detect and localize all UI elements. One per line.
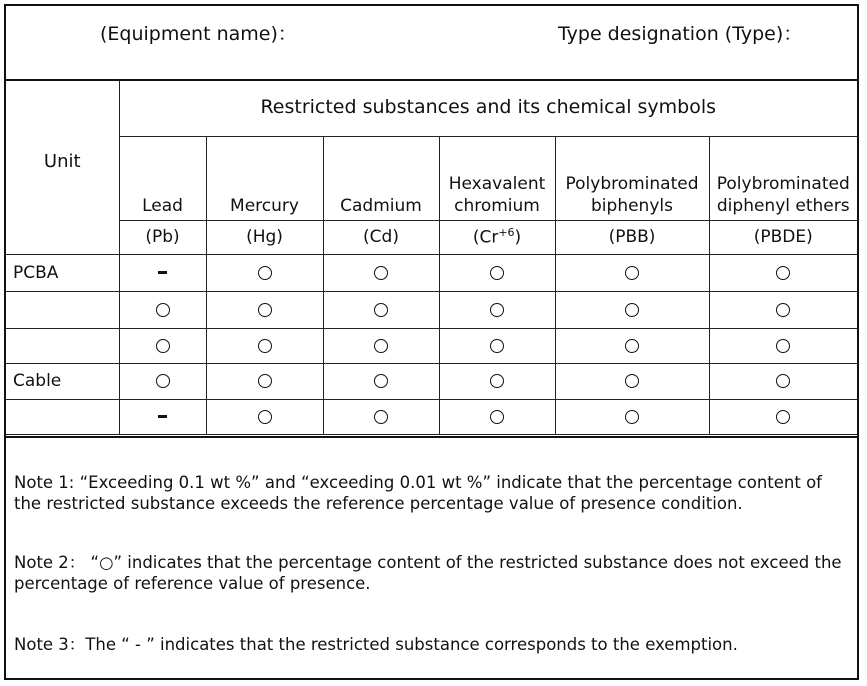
compliant-circle-mark xyxy=(258,303,272,317)
compliant-circle-mark xyxy=(374,266,388,280)
symbol-cadmium: (Cd) xyxy=(323,220,439,254)
note-2: Note 2： “○” indicates that the percentage content of the restricted substance does not exceed the percentage of reference value of presence. xyxy=(14,553,842,593)
symbol-chromium-suffix: ) xyxy=(514,227,522,248)
substance-table xyxy=(6,79,857,435)
compliant-circle-mark xyxy=(776,410,790,424)
mark-cell xyxy=(323,363,439,399)
table-row xyxy=(6,254,857,291)
mark-cell xyxy=(323,254,439,291)
unit-rows xyxy=(6,254,857,434)
compliant-circle-mark xyxy=(776,339,790,353)
compliant-circle-mark xyxy=(258,410,272,424)
mark-cell xyxy=(439,254,555,291)
table-row xyxy=(6,399,857,434)
unit-cell xyxy=(6,291,119,328)
notes-section xyxy=(6,436,857,678)
compliant-circle-mark xyxy=(374,339,388,353)
mark-cell xyxy=(206,254,323,291)
unit-cell xyxy=(6,399,119,434)
mark-cell xyxy=(119,328,206,363)
symbol-chromium xyxy=(439,220,555,254)
mark-cell xyxy=(206,399,323,434)
mark-cell xyxy=(119,363,206,399)
mark-cell xyxy=(709,254,857,291)
mark-cell xyxy=(323,399,439,434)
compliant-circle-mark xyxy=(156,374,170,388)
compliant-circle-mark xyxy=(776,374,790,388)
substance-name-lead: Lead xyxy=(119,136,206,220)
restricted-substances-title: Restricted substances and its chemical symbols xyxy=(119,79,857,136)
mark-cell xyxy=(439,363,555,399)
note-1: Note 1: “Exceeding 0.1 wt %” and “exceeding 0.01 wt %” indicate that the percentage content of the restricted substance exceeds the reference percentage value of presence condition. xyxy=(14,473,822,513)
mark-cell xyxy=(119,254,206,291)
compliant-circle-mark xyxy=(374,303,388,317)
mark-cell xyxy=(323,291,439,328)
compliant-circle-mark xyxy=(776,303,790,317)
compliant-circle-mark xyxy=(156,303,170,317)
symbol-lead: (Pb) xyxy=(119,220,206,254)
mark-cell xyxy=(323,328,439,363)
compliant-circle-mark xyxy=(625,339,639,353)
table-row xyxy=(6,363,857,399)
mark-cell xyxy=(206,328,323,363)
unit-cell: PCBA xyxy=(6,254,119,291)
mark-cell xyxy=(555,363,709,399)
mark-cell xyxy=(709,291,857,328)
compliant-circle-mark xyxy=(490,303,504,317)
table-row xyxy=(6,291,857,328)
compliant-circle-mark xyxy=(258,374,272,388)
substance-name-pbb: Polybrominated biphenyls xyxy=(555,136,709,220)
symbol-mercury: (Hg) xyxy=(206,220,323,254)
mark-cell xyxy=(119,399,206,434)
compliant-circle-mark xyxy=(625,374,639,388)
mark-cell xyxy=(439,399,555,434)
note-3: Note 3：The “ - ” indicates that the restricted substance corresponds to the exemption. xyxy=(14,635,738,654)
mark-cell xyxy=(709,399,857,434)
symbol-pbde: (PBDE) xyxy=(709,220,857,254)
compliant-circle-mark xyxy=(258,339,272,353)
mark-cell xyxy=(709,328,857,363)
mark-cell xyxy=(206,291,323,328)
unit-cell: Cable xyxy=(6,363,119,399)
compliant-circle-mark xyxy=(490,266,504,280)
mark-cell xyxy=(206,363,323,399)
compliant-circle-mark xyxy=(258,266,272,280)
exemption-dash-mark xyxy=(158,271,167,274)
form-header xyxy=(6,6,857,81)
compliant-circle-mark xyxy=(625,303,639,317)
compliant-circle-mark xyxy=(625,410,639,424)
mark-cell xyxy=(439,291,555,328)
equipment-name-label: (Equipment name)： xyxy=(100,23,297,45)
substance-name-cadmium: Cadmium xyxy=(323,136,439,220)
compliant-circle-mark xyxy=(490,374,504,388)
compliant-circle-mark xyxy=(490,339,504,353)
mark-cell xyxy=(555,399,709,434)
exemption-dash-mark xyxy=(158,415,167,418)
mark-cell xyxy=(119,291,206,328)
unit-cell xyxy=(6,328,119,363)
substance-name-mercury: Mercury xyxy=(206,136,323,220)
symbol-pbb: (PBB) xyxy=(555,220,709,254)
compliant-circle-mark xyxy=(776,266,790,280)
mark-cell xyxy=(555,328,709,363)
unit-column-header: Unit xyxy=(6,79,119,254)
symbol-chromium-prefix: (Cr xyxy=(472,227,499,248)
mark-cell xyxy=(555,291,709,328)
substance-name-pbde: Polybrominated diphenyl ethers xyxy=(709,136,857,220)
mark-cell xyxy=(555,254,709,291)
mark-cell xyxy=(439,328,555,363)
compliant-circle-mark xyxy=(625,266,639,280)
compliant-circle-mark xyxy=(374,410,388,424)
symbol-chromium-superscript: +6 xyxy=(498,226,515,240)
rohs-declaration-form xyxy=(4,4,859,680)
type-designation-label: Type designation (Type)： xyxy=(558,23,803,45)
compliant-circle-mark xyxy=(156,339,170,353)
compliant-circle-mark xyxy=(374,374,388,388)
table-row xyxy=(6,328,857,363)
compliant-circle-mark xyxy=(490,410,504,424)
substance-name-hexavalent-chromium: Hexavalent chromium xyxy=(439,136,555,220)
mark-cell xyxy=(709,363,857,399)
